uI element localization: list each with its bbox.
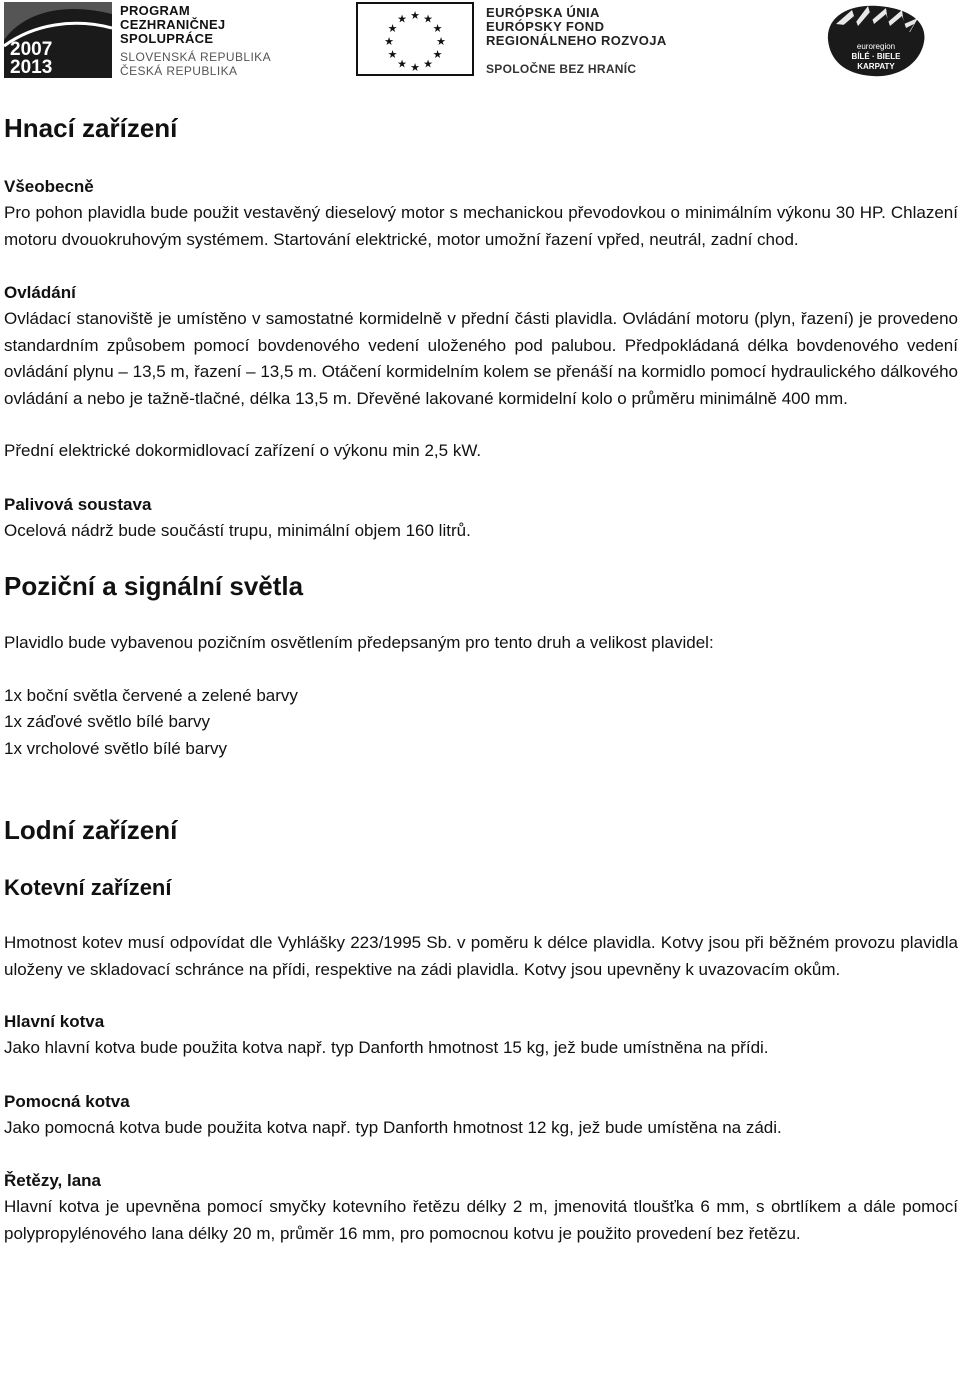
section-title-lights: Poziční a signální světla — [4, 571, 304, 601]
subheading-main-anchor: Hlavní kotva — [4, 1012, 105, 1031]
program-title-line: PROGRAM — [120, 3, 190, 18]
svg-text:★: ★ — [387, 22, 398, 35]
subheading-general: Všeobecně — [4, 177, 94, 196]
paragraph-lights-intro: Plavidlo bude vybavenou pozičním osvětlením předepsaným pro tento druh a velikost plavidel: — [4, 633, 714, 652]
euroregion-emblem-icon — [806, 2, 956, 80]
euroregion-logo — [806, 2, 956, 80]
eu-title-line: EURÓPSKA ÚNIA — [486, 5, 600, 20]
paragraph-anchors: Hmotnost kotev musí odpovídat dle Vyhlášky 223/1995 Sb. v poměru k délce plavidla. Kotvy jsou při běžném provozu plavidla uloženy ve skladovací schránce na přídi, respektive na zádi plavidla. Kotvy jsou upevněny k uvazovacím okům. — [4, 933, 958, 979]
eu-title-line: EURÓPSKY FOND — [486, 19, 605, 34]
program-logo — [4, 2, 314, 78]
program-year-start: 2007 — [10, 39, 53, 60]
program-year-end: 2013 — [10, 57, 53, 78]
subheading-fuel-system: Palivová soustava — [4, 494, 152, 514]
list-item: 1x vrcholové světlo bílé barvy — [4, 738, 227, 758]
svg-text:★: ★ — [432, 48, 443, 61]
list-item: 1x záďové světlo bílé barvy — [4, 712, 211, 731]
subheading-controls: Ovládání — [4, 283, 76, 302]
eu-title-line: REGIONÁLNEHO ROZVOJA — [486, 33, 667, 48]
svg-text:★: ★ — [384, 35, 394, 48]
country-line: ČESKÁ REPUBLIKA — [120, 64, 238, 78]
program-title-line: SPOLUPRÁCE — [120, 31, 214, 46]
svg-text:★: ★ — [423, 12, 433, 26]
eu-fund-title — [486, 6, 667, 48]
svg-text:★: ★ — [410, 61, 420, 74]
svg-text:★: ★ — [397, 12, 407, 26]
paragraph-main-anchor: Jako hlavní kotva bude použita kotva např. typ Danforth hmotnost 15 kg, jež bude umístněna na přídi. — [4, 1038, 769, 1057]
paragraph-chains-ropes: Hlavní kotva je upevněna pomocí smyčky kotevního řetězu délky 2 m, jmenovitá tloušťka 6 mm, s obrtlíkem a dále pomocí polypropylénového lana délky 20 m, průměr 16 mm, pro pomocnou kotvu je použito provedení bez řetězu. — [4, 1197, 958, 1243]
country-line: SLOVENSKÁ REPUBLIKA — [120, 50, 271, 64]
paragraph-fuel-tank: Ocelová nádrž bude součástí trupu, minimální objem 160 litrů. — [4, 520, 471, 540]
page-header — [0, 0, 960, 84]
section-subtitle-anchoring: Kotevní zařízení — [4, 875, 172, 900]
svg-text:euroregion: euroregion — [856, 42, 896, 51]
eu-flag-icon — [356, 2, 474, 76]
section-title-equipment: Lodní zařízení — [4, 815, 178, 845]
svg-text:★: ★ — [387, 48, 398, 61]
paragraph-controls: Ovládací stanoviště je umístěno v samostatné kormidelně v přední části plavidla. Ovládání motoru (plyn, řazení) je provedeno standardním způsobem pomocí bovdenového vedení uloženého pod palubou. Předpokládaná délka bovdenového vedení ovládání plynu – 13,5 m, řazení – 13,5 m. Otáčení kormidelním kolem se přenáší na kormidlo pomocí hydraulického dálkového ovládání a nebo je tažně-tlačné, délka 13,5 m. Dřevěné lakované kormidelní kolo o průměru minimálně 400 mm. — [4, 309, 958, 408]
svg-text:★: ★ — [397, 57, 407, 71]
svg-text:BÍLÉ · BIELE: BÍLÉ · BIELE — [851, 52, 901, 61]
eu-logo — [356, 2, 696, 78]
svg-text:★: ★ — [436, 35, 446, 48]
subheading-auxiliary-anchor: Pomocná kotva — [4, 1091, 130, 1111]
program-countries — [120, 50, 271, 78]
document-body — [4, 112, 958, 1247]
svg-text:★: ★ — [410, 9, 420, 22]
section-title-propulsion: Hnací zařízení — [4, 113, 178, 143]
paragraph-bow-thruster: Přední elektrické dokormidlovací zařízení o výkonu min 2,5 kW. — [4, 441, 482, 460]
program-title — [120, 4, 225, 46]
svg-text:KARPATY: KARPATY — [857, 62, 895, 71]
svg-text:★: ★ — [423, 57, 433, 71]
subheading-chains-ropes: Řetězy, lana — [4, 1171, 102, 1190]
eu-slogan: SPOLOČNE BEZ HRANÍC — [486, 62, 637, 76]
paragraph-engine: Pro pohon plavidla bude použit vestavěný dieselový motor s mechanickou převodovkou o minimálním výkonu 30 HP. Chlazení motoru dvouokruhovým systémem. Startování elektrické, motor umožní řazení vpřed, neutrál, zadní chod. — [4, 203, 958, 249]
program-logo-mark — [4, 2, 112, 78]
svg-text:★: ★ — [432, 22, 443, 35]
list-item: 1x boční světla červené a zelené barvy — [4, 685, 298, 705]
program-title-line: CEZHRANIČNEJ — [120, 17, 226, 32]
paragraph-auxiliary-anchor: Jako pomocná kotva bude použita kotva např. typ Danforth hmotnost 12 kg, jež bude umístěna na zádi. — [4, 1117, 782, 1137]
